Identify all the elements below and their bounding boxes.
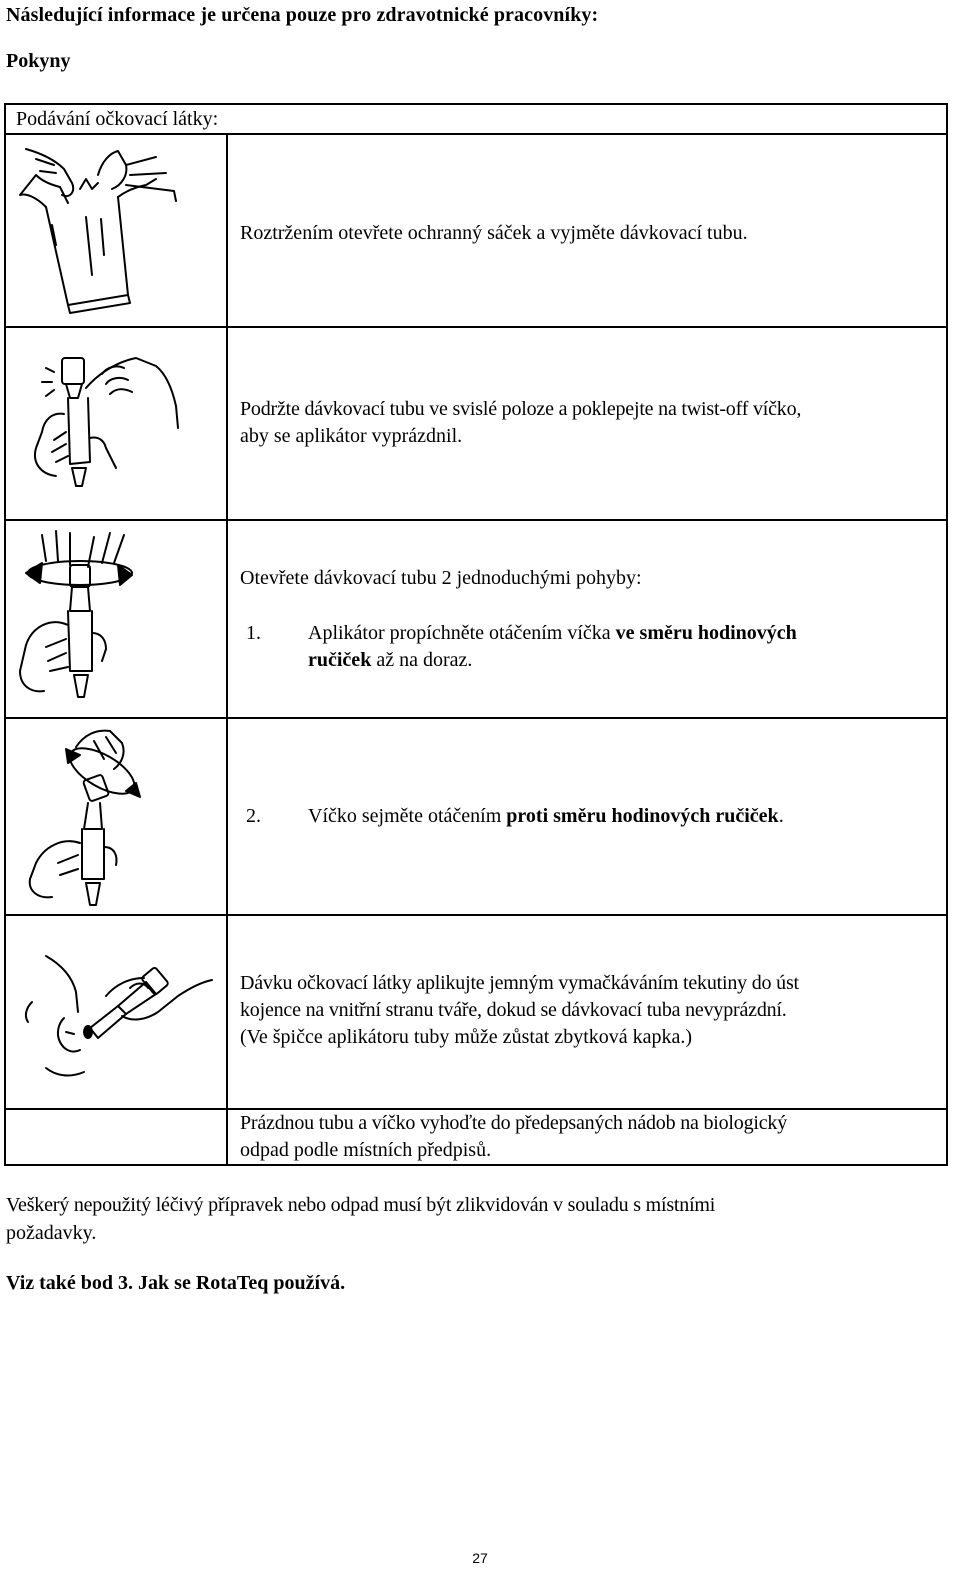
step-tap-text: [227, 327, 947, 520]
tap-cap-illustration: [6, 328, 224, 518]
page-number: 27: [472, 1550, 488, 1566]
page-heading: Následující informace je určena pouze pro zdravotnické pracovníky:: [6, 4, 599, 26]
step-dose-text: [227, 915, 947, 1109]
step-1: [240, 620, 938, 674]
table-header: Podávání očkovací látky:: [5, 104, 947, 134]
step-1-number: 1.: [246, 622, 261, 644]
step-discard-line: Prázdnou tubu a víčko vyhoďte do předepsaných nádob na biologický: [240, 1112, 788, 1134]
illustration-cell: [5, 327, 227, 520]
step-dose-line: Dávku očkovací látky aplikujte jemným vymačkáváním tekutiny do úst: [240, 972, 799, 994]
step-2-cell: [227, 718, 947, 915]
step-1-text-a: Aplikátor propíchněte otáčením víčka: [308, 622, 616, 644]
step-tap-line: Podržte dávkovací tubu ve svislé poloze a poklepejte na twist-off víčko,: [240, 398, 802, 420]
step-1-text-b: až na doraz.: [371, 649, 473, 671]
disposal-note: [6, 1191, 936, 1247]
step-discard-line: odpad podle místních předpisů.: [240, 1139, 492, 1161]
reference-note: Viz také bod 3. Jak se RotaTeq používá.: [6, 1272, 346, 1294]
step-tear-text: Roztržením otevřete ochranný sáček a vyjměte dávkovací tubu.: [227, 134, 947, 327]
step-discard-text: [227, 1109, 947, 1165]
twist-clockwise-illustration: [6, 521, 224, 717]
step-dose-line: (Ve špičce aplikátoru tuby může zůstat zbytková kapka.): [240, 1026, 693, 1048]
step-1-bold-b: ručiček: [308, 649, 372, 671]
step-2-text: [308, 803, 784, 830]
administer-dose-illustration: [6, 916, 224, 1108]
step-dose-line: kojence na vnitřní stranu tváře, dokud se dávkovací tuba nevyprázdní.: [240, 999, 787, 1021]
illustration-cell: [5, 134, 227, 327]
illustration-cell: [5, 718, 227, 915]
step-open-text: [227, 520, 947, 718]
instructions-table: [4, 103, 948, 1166]
tear-pouch-illustration: [6, 135, 224, 325]
step-tap-line: aby se aplikátor vyprázdnil.: [240, 425, 463, 447]
step-1-text: [308, 620, 797, 674]
empty-illustration-cell: [5, 1109, 227, 1165]
illustration-cell: [5, 520, 227, 718]
step-2-text-a: Víčko sejměte otáčením: [308, 805, 507, 827]
illustration-cell: [5, 915, 227, 1109]
disposal-note-line: Veškerý nepoužitý léčivý přípravek nebo odpad musí být zlikvidován v souladu s místními: [6, 1194, 716, 1216]
section-title: Pokyny: [6, 50, 71, 72]
step-2-number: 2.: [246, 805, 261, 827]
step-open-intro: Otevřete dávkovací tubu 2 jednoduchými pohyby:: [240, 567, 642, 589]
step-2-bold: proti směru hodinových ručiček: [506, 805, 779, 827]
step-2-text-b: .: [778, 805, 784, 827]
step-1-bold-a: ve směru hodinových: [615, 622, 797, 644]
twist-counterclockwise-illustration: [6, 719, 224, 913]
disposal-note-line: požadavky.: [6, 1222, 97, 1244]
step-2: [240, 803, 938, 830]
